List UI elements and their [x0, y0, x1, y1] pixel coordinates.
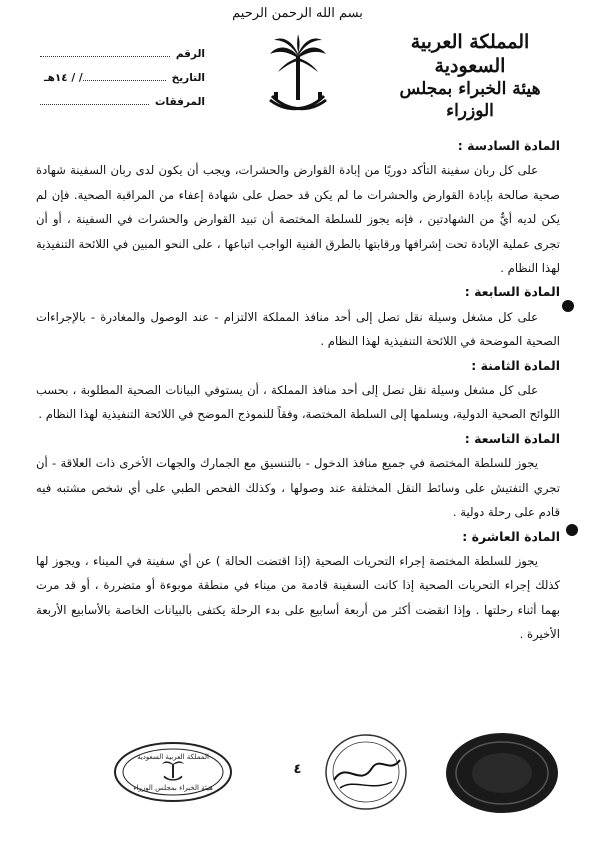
letterhead — [385, 30, 555, 122]
reference-block — [40, 36, 205, 108]
date-value: / / ١٤هـ — [44, 72, 83, 84]
punch-hole-icon — [566, 524, 578, 536]
authority-name: هيئة الخبراء بمجلس الوزراء — [399, 79, 541, 121]
article-text: على كل ربان سفينة التأكد دوريًا من إبادة القوارض والحشرات، ويجب أن يكون لدى ربان السفينة شهادة صحية صالحة بإبادة القوارض والحشرات ما لم يكن قد حصل على شهادة إعفاء من المراقبة الصحية. فإن لم يكن لديه أيٌّ من الشهادتين ، فإنه يجوز للسلطة المختصة أن تبيد القوارض والحشرات في السفينة ، أو أن تجرى عملية الإبادة تحت إشرافها ورقابتها بالطرق الفنية الواجب اتباعها ، على النحو المبين في اللائحة التنفيذية لهذا النظام . — [36, 163, 560, 276]
handwritten-signature — [334, 760, 400, 780]
reference-number-row — [40, 36, 205, 60]
date-label: التاريخ — [171, 72, 205, 84]
dark-seal-stamp — [442, 730, 562, 816]
number-line — [40, 56, 170, 57]
date-line — [83, 80, 166, 81]
punch-hole-icon — [562, 300, 574, 312]
date-row — [40, 60, 205, 84]
stamp-bottom-text: هيئة الخبراء بمجلس الوزراء — [133, 784, 213, 792]
page-number: ٤ — [293, 762, 302, 777]
official-stamp-left — [112, 740, 234, 804]
document-body — [36, 134, 560, 647]
article-text: على كل مشغل وسيلة نقل تصل إلى أحد منافذ المملكة الالتزام - عند الوصول والمغادرة - بالإجراءات الصحية الموضحة في اللائحة التنفيذية لهذا النظام . — [36, 309, 560, 349]
article-heading: المادة الثامنة : — [471, 357, 560, 373]
article-text: يجوز للسلطة المختصة في جميع منافذ الدخول - بالتنسيق مع الجمارك والجهات الأخرى ذات العلاقة - أن تجري التفتيش على وسائط النقل المختلفة عند وصولها ، وكذلك الفحص الطبي على أي شخص مشتبه فيه قادم على رحلة دولية . — [36, 456, 560, 520]
signature-stamp — [320, 730, 412, 814]
article-heading: المادة التاسعة : — [464, 430, 560, 446]
saudi-emblem-icon — [268, 34, 328, 120]
article-heading: المادة السادسة : — [457, 138, 560, 153]
article-heading: المادة السابعة : — [464, 284, 560, 300]
article-text: يجوز للسلطة المختصة إجراء التحريات الصحية (إذا اقتضت الحالة ) عن أي سفينة في الميناء ، ويجوز لها كذلك إجراء التحريات الصحية إذا كانت السفينة قادمة من ميناء في منطقة موبوءة أو متضررة ، أو قد مرت بهما أثناء رحلتها . وإذا انقضت أكثر من أربعة أسابيع على بدء الرحلة يكتفى بالبيانات الخاصة بالأسابيع الأربعة الأخيرة . — [36, 553, 560, 642]
article-heading: المادة العاشرة : — [462, 528, 560, 544]
emblem-small-icon — [162, 761, 184, 780]
basmala: بسم الله الرحمن الرحيم — [232, 6, 363, 21]
attachments-row — [40, 84, 205, 108]
country-name: المملكة العربية السعودية — [410, 31, 530, 77]
number-label: الرقم — [175, 48, 205, 60]
attachments-label: المرفقات — [154, 96, 205, 108]
attachments-line — [40, 104, 149, 105]
article-text: على كل مشغل وسيلة نقل تصل إلى أحد منافذ المملكة ، أن يستوفي البيانات الصحية المطلوبة ، بحسب اللوائح الصحية الدولية، ويسلمها إلى السلطة المختصة، وفقاً للنموذج الموضح في اللائحة التنفيذية لهذا النظام . — [36, 383, 560, 422]
stamp-top-text: المملكة العربية السعودية — [137, 753, 209, 761]
